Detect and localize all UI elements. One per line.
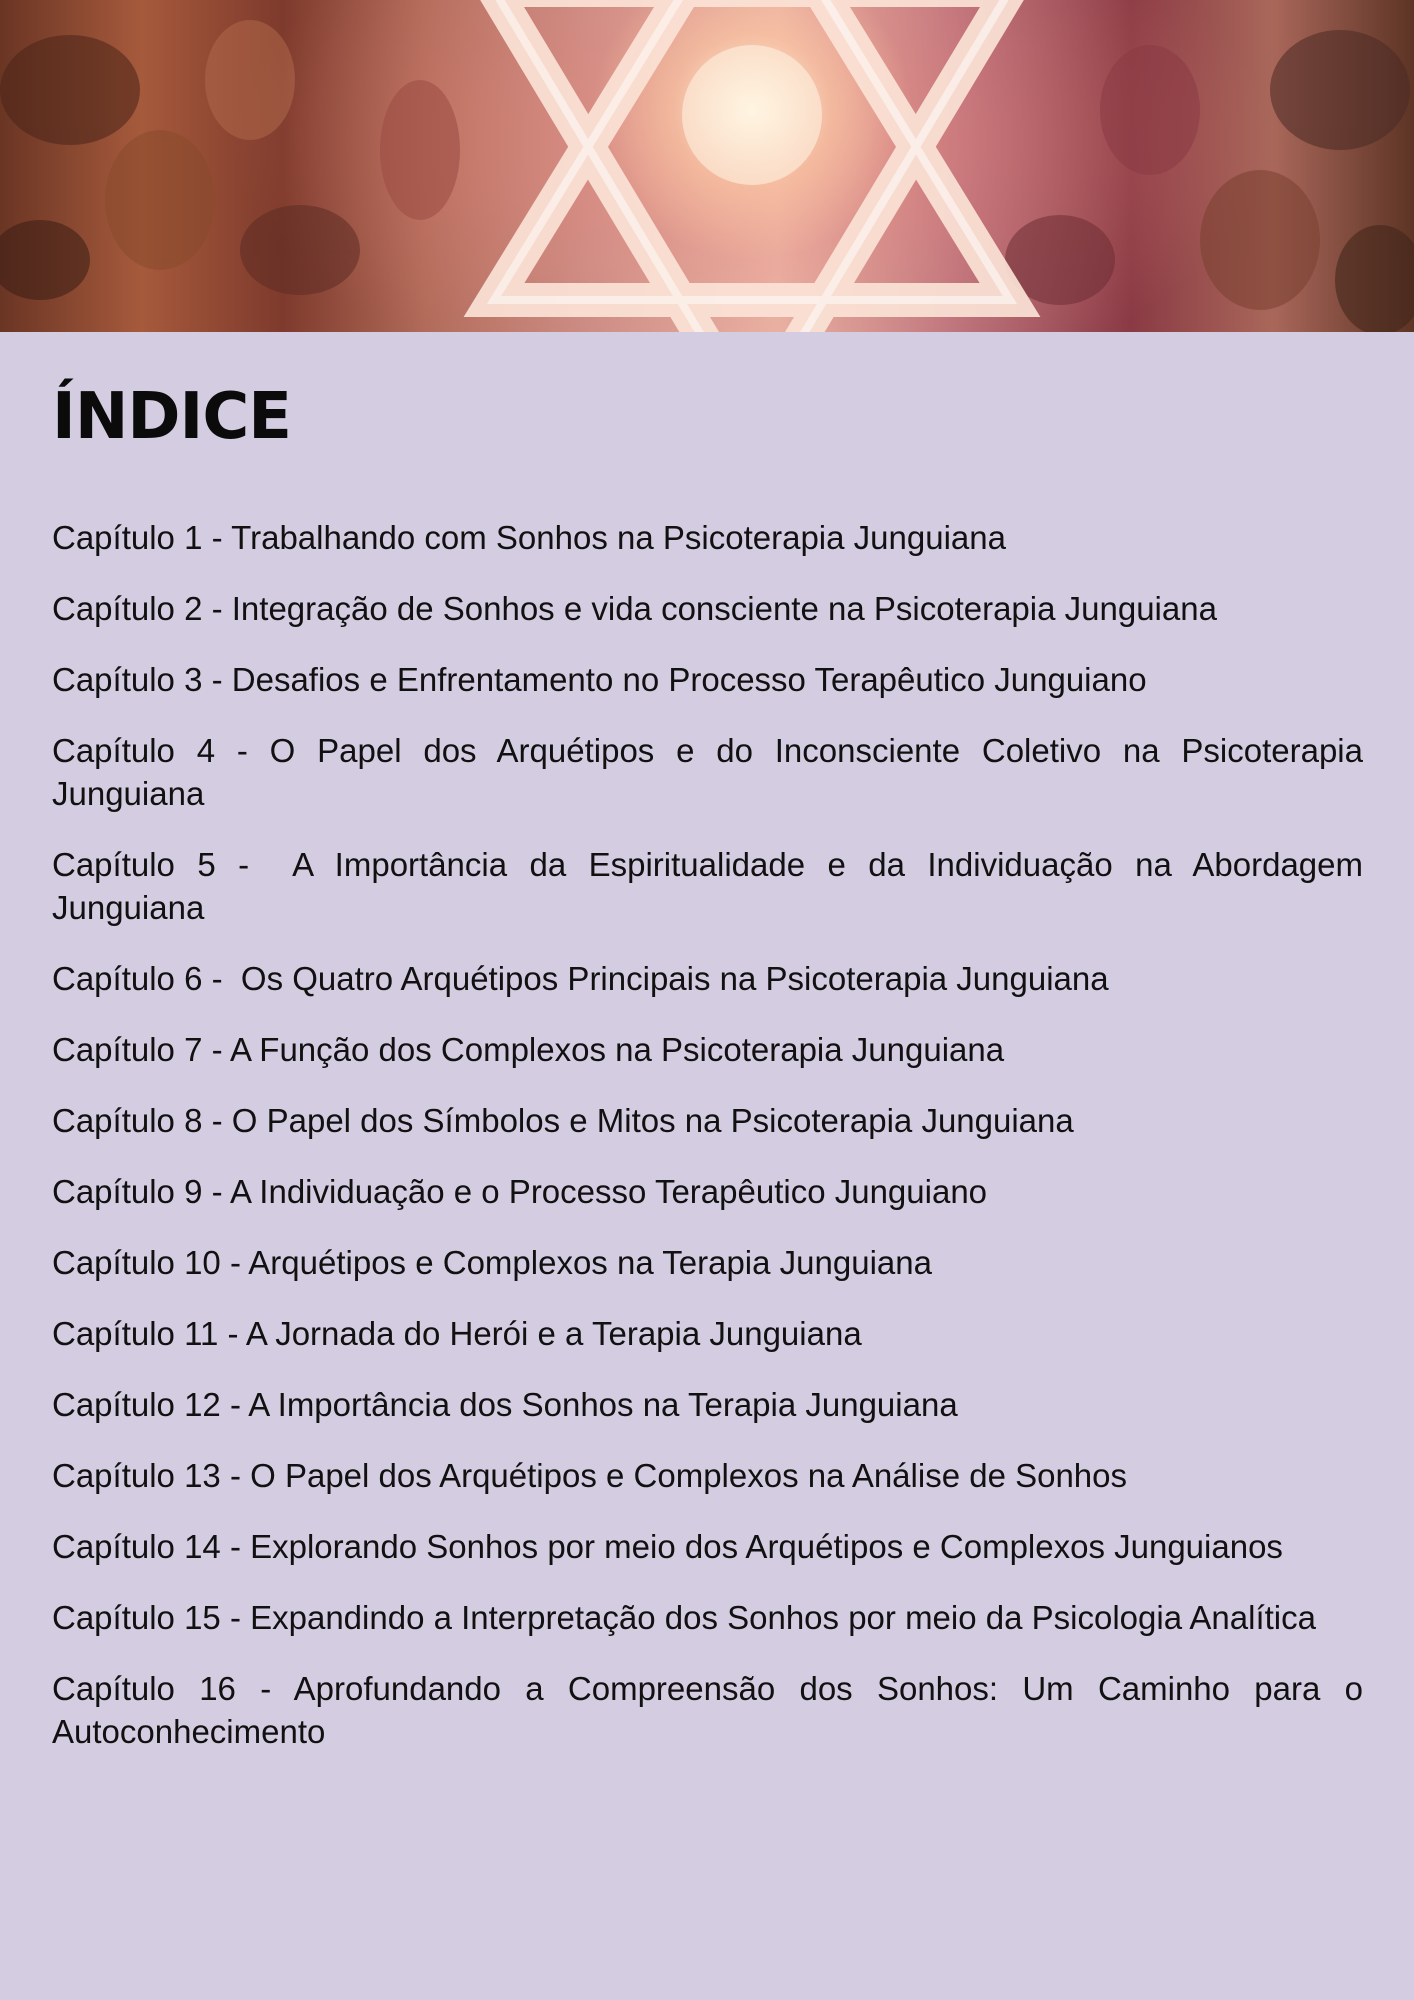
toc-item: Capítulo 15 - Expandindo a Interpretação dos Sonhos por meio da Psicologia Analítica: [52, 1599, 1316, 1636]
page-title: ÍNDICE: [52, 380, 291, 454]
toc-item: Capítulo 7 - A Função dos Complexos na Psicoterapia Junguiana: [52, 1031, 1005, 1068]
toc-item: Capítulo 5 - A Importância da Espiritualidade e da Individuação na Abordagem Junguiana: [52, 846, 1373, 926]
toc-item: Capítulo 2 - Integração de Sonhos e vida consciente na Psicoterapia Junguiana: [52, 590, 1217, 627]
toc-item: Capítulo 16 - Aprofundando a Compreensão dos Sonhos: Um Caminho para o Autoconhecimento: [52, 1670, 1371, 1750]
toc-item: Capítulo 9 - A Individuação e o Processo Terapêutico Junguiano: [52, 1173, 988, 1210]
header-banner-image: [0, 0, 1414, 332]
toc-item: Capítulo 14 - Explorando Sonhos por meio dos Arquétipos e Complexos Junguianos: [52, 1528, 1283, 1565]
toc-item: Capítulo 8 - O Papel dos Símbolos e Mitos na Psicoterapia Junguiana: [52, 1102, 1074, 1139]
hexagram-icon: [0, 0, 1414, 332]
toc-item: Capítulo 13 - O Papel dos Arquétipos e Complexos na Análise de Sonhos: [52, 1457, 1128, 1494]
toc-item: Capítulo 1 - Trabalhando com Sonhos na Psicoterapia Junguiana: [52, 519, 1006, 556]
toc-item: Capítulo 11 - A Jornada do Herói e a Terapia Junguiana: [52, 1315, 862, 1352]
toc-item: Capítulo 6 - Os Quatro Arquétipos Principais na Psicoterapia Junguiana: [52, 960, 1109, 997]
table-of-contents: [52, 516, 1373, 1781]
toc-item: Capítulo 3 - Desafios e Enfrentamento no Processo Terapêutico Junguiano: [52, 661, 1147, 698]
toc-item: Capítulo 12 - A Importância dos Sonhos na Terapia Junguiana: [52, 1386, 958, 1423]
toc-item: Capítulo 10 - Arquétipos e Complexos na Terapia Junguiana: [52, 1244, 932, 1281]
toc-item: Capítulo 4 - O Papel dos Arquétipos e do Inconsciente Coletivo na Psicoterapia Junguiana: [52, 732, 1373, 812]
